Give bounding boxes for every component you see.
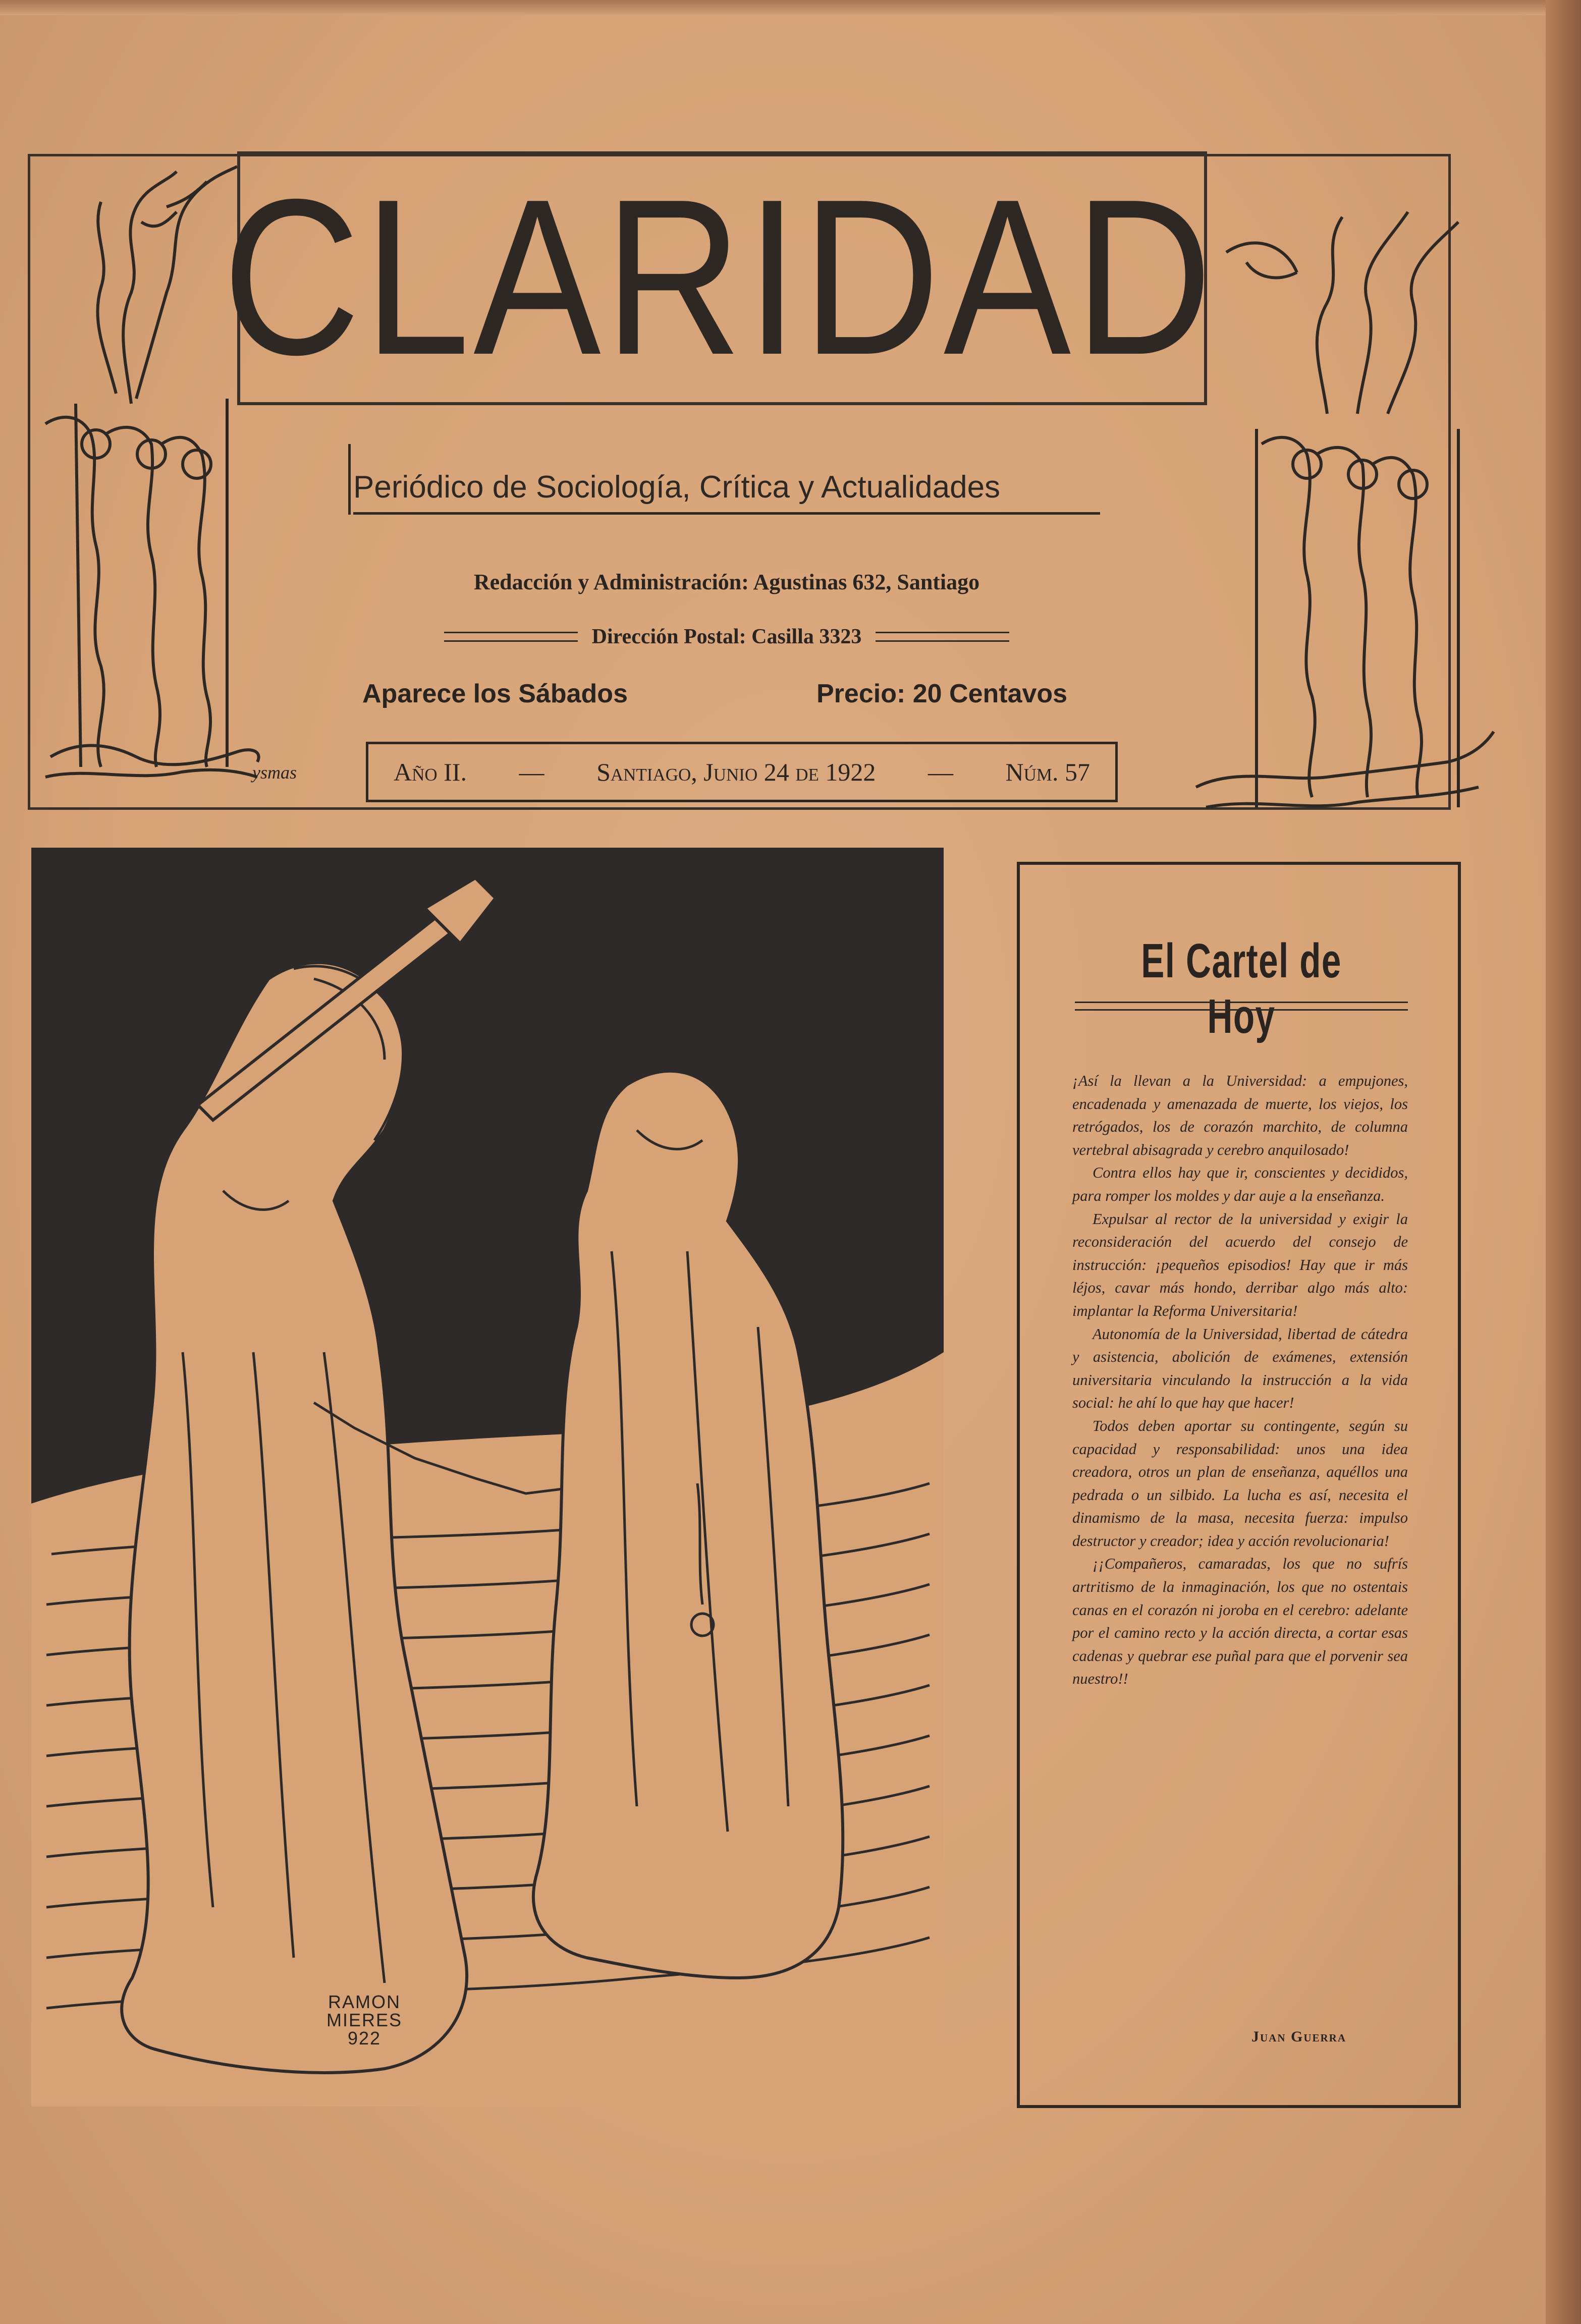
article-paragraph: Contra ellos hay que ir, conscientes y decididos, para romper los moldes y dar auje a la enseñanza. bbox=[1072, 1164, 1408, 1204]
postal-address-text: Dirección Postal: Casilla 3323 bbox=[591, 625, 862, 648]
cover-illustration bbox=[31, 848, 944, 2107]
publication-frequency: Aparece los Sábados bbox=[362, 679, 628, 708]
illustrator-signature-line: MIERES bbox=[326, 2010, 403, 2030]
page-top-edge bbox=[0, 0, 1581, 15]
postal-address bbox=[444, 625, 1009, 649]
issue-year: Año II. bbox=[394, 758, 467, 786]
newspaper-title: CLARIDAD bbox=[222, 153, 1216, 401]
article-paragraph: Autonomía de la Universidad, libertad de cátedra y asistencia, abolición de exámenes, extensión universitaria vinculando la instrucción a la vida social: he ahí lo que hay que hacer! bbox=[1072, 1325, 1408, 1412]
article-paragraph: Expulsar al rector de la universidad y exigir la reconsideración del acuerdo del consejo de instrucción: ¡pequeños episodios! Hay que ir más léjos, cavar más hondo, derribar algo más alto: implantar la Reforma Universitaria! bbox=[1072, 1210, 1408, 1319]
issue-dash: — bbox=[928, 758, 953, 786]
page-binding-edge bbox=[1546, 0, 1581, 2324]
article-title: El Cartel de Hoy bbox=[1141, 934, 1342, 1043]
illustrator-signature-line: RAMON bbox=[328, 1991, 401, 2012]
masthead-artist-signature: ysmas bbox=[252, 762, 297, 783]
issue-number: Núm. 57 bbox=[1005, 758, 1090, 786]
article-author: Juan Guerra bbox=[1251, 2028, 1347, 2045]
postal-right-rule bbox=[876, 632, 1009, 642]
article-title-rule bbox=[1075, 1002, 1408, 1011]
subtitle-rule bbox=[348, 444, 351, 515]
issue-date: Santiago, Junio 24 de 1922 bbox=[596, 758, 876, 786]
issue-dash: — bbox=[519, 758, 544, 786]
postal-left-rule bbox=[444, 632, 578, 642]
newspaper-subtitle: Periódico de Sociología, Crítica y Actualidades bbox=[353, 469, 1100, 515]
article-paragraph: Todos deben aportar su contingente, según su capacidad y responsabilidad: unos una idea creadora, otros un plan de enseñanza, aquéllos una pedrada o un silbido. La lucha es así, necesita el dinamismo de la masa, necesita fuerza: impulso destructor y creador; idea y acción revolucionaria! bbox=[1072, 1417, 1408, 1550]
editorial-address: Redacción y Administración: Agustinas 632, Santiago bbox=[473, 570, 980, 594]
illustration-drawing-icon bbox=[31, 848, 944, 2107]
price: Precio: 20 Centavos bbox=[816, 679, 1068, 708]
issue-info-box bbox=[366, 742, 1118, 802]
article-paragraph: ¡¡Compañeros, camaradas, los que no sufrís artritismo de la inmaginación, los que no ostentais canas en el corazón ni joroba en el cerebro: adelante por el camino recto y la acción directa, a cortar esas cadenas y quebrar ese puñal para que el porvenir sea nuestro!! bbox=[1072, 1555, 1408, 1688]
right-torch-ornament-icon bbox=[1176, 202, 1499, 827]
article-paragraph: ¡Así la llevan a la Universidad: a empujones, encadenada y amenazada de muerte, los viejos, los retrógados, los de corazón marchito, de columna vertebral abisagrada y cerebro anquilosado! bbox=[1072, 1072, 1408, 1158]
illustrator-signature bbox=[314, 1993, 415, 2048]
article-body bbox=[1072, 1070, 1408, 1691]
illustrator-signature-line: 922 bbox=[347, 2028, 381, 2049]
